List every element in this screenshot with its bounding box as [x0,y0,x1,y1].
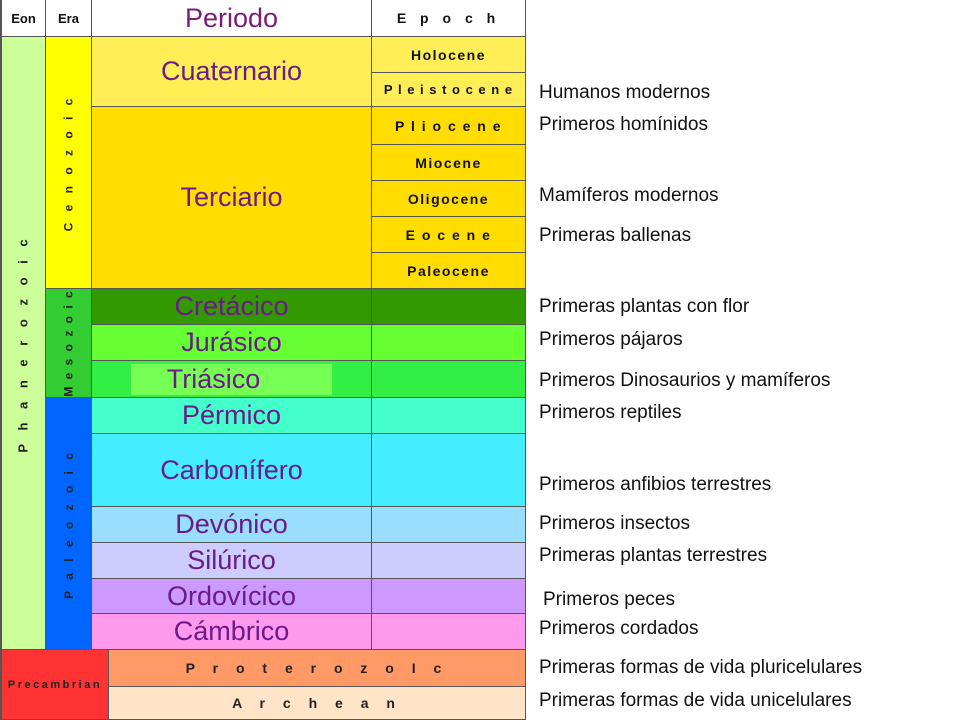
header-period: Periodo [92,0,372,37]
era-cenozoic-label: C e n o z o i c [61,94,76,231]
event-primeras-ballenas: Primeras ballenas [539,225,692,246]
period-permico: Pérmico [92,398,372,434]
event-vida-unicelular: Primeras formas de vida unicelulares [539,690,852,711]
epoch-cambrico-empty [372,614,526,650]
epoch-permico-empty [372,398,526,434]
epoch-ordovicico-empty [372,579,526,614]
period-devonico: Devónico [92,507,372,543]
era-mesozoic [46,289,92,398]
epoch-cretacico-empty [372,289,526,325]
epoch-jurasico-empty [372,325,526,361]
epoch-triasico-empty [372,361,526,398]
epoch-paleocene: Paleocene [372,253,526,289]
epoch-devonico-empty [372,507,526,543]
period-silurico: Silúrico [92,543,372,579]
eon-phanerozoic [2,37,46,650]
band-archean: A r c h e a n [109,687,526,720]
event-vida-pluricelular: Primeras formas de vida pluricelulares [539,657,863,678]
epoch-oligocene: Oligocene [372,181,526,217]
event-primeros-cordados: Primeros cordados [539,618,699,639]
era-mesozoic-label: M e s o z o i c [61,289,76,397]
period-jurasico: Jurásico [92,325,372,361]
eon-phanerozoic-label: P h a n e r o z o i c [16,233,31,453]
event-primeros-hominidos: Primeros homínidos [539,114,708,135]
period-cretacico: Cretácico [92,289,372,325]
band-proterozoic: P r o t e r o z o I c [109,650,526,687]
period-ordovicico: Ordovícico [92,579,372,614]
epoch-pliocene: P l i o c e n e [372,107,526,145]
epoch-silurico-empty [372,543,526,579]
event-plantas-con-flor: Primeras plantas con flor [539,296,750,317]
period-terciario: Terciario [92,107,372,289]
event-primeros-insectos: Primeros insectos [539,513,690,534]
period-cambrico: Cámbrico [92,614,372,650]
header-era: Era [46,0,92,37]
event-mamiferos-modernos: Mamíferos modernos [539,185,719,206]
period-cuaternario: Cuaternario [92,37,372,107]
period-carbonifero: Carbonífero [92,434,372,507]
event-primeros-peces: Primeros peces [543,589,675,610]
epoch-holocene: Holocene [372,37,526,73]
event-dinosaurios-mamiferos: Primeros Dinosaurios y mamíferos [539,370,831,391]
eon-precambrian: Precambrian [2,650,109,720]
period-triasico-label: Triásico [131,364,333,395]
epoch-carbonifero-empty [372,434,526,507]
header-epoch: E p o c h [372,0,526,37]
era-cenozoic [46,37,92,289]
era-paleozoic-label: P a l e o z o i c [61,448,76,599]
event-primeros-pajaros: Primeros pájaros [539,329,683,350]
event-primeros-reptiles: Primeros reptiles [539,402,682,423]
era-paleozoic [46,398,92,650]
epoch-pleistocene: P l e i s t o c e n e [372,73,526,107]
event-plantas-terrestres: Primeras plantas terrestres [539,545,768,566]
period-triasico [92,361,372,398]
epoch-miocene: Miocene [372,145,526,181]
event-humanos-modernos: Humanos modernos [539,82,711,103]
event-anfibios-terrestres: Primeros anfibios terrestres [539,474,772,495]
header-eon: Eon [2,0,46,37]
epoch-eocene: E o c e n e [372,217,526,253]
